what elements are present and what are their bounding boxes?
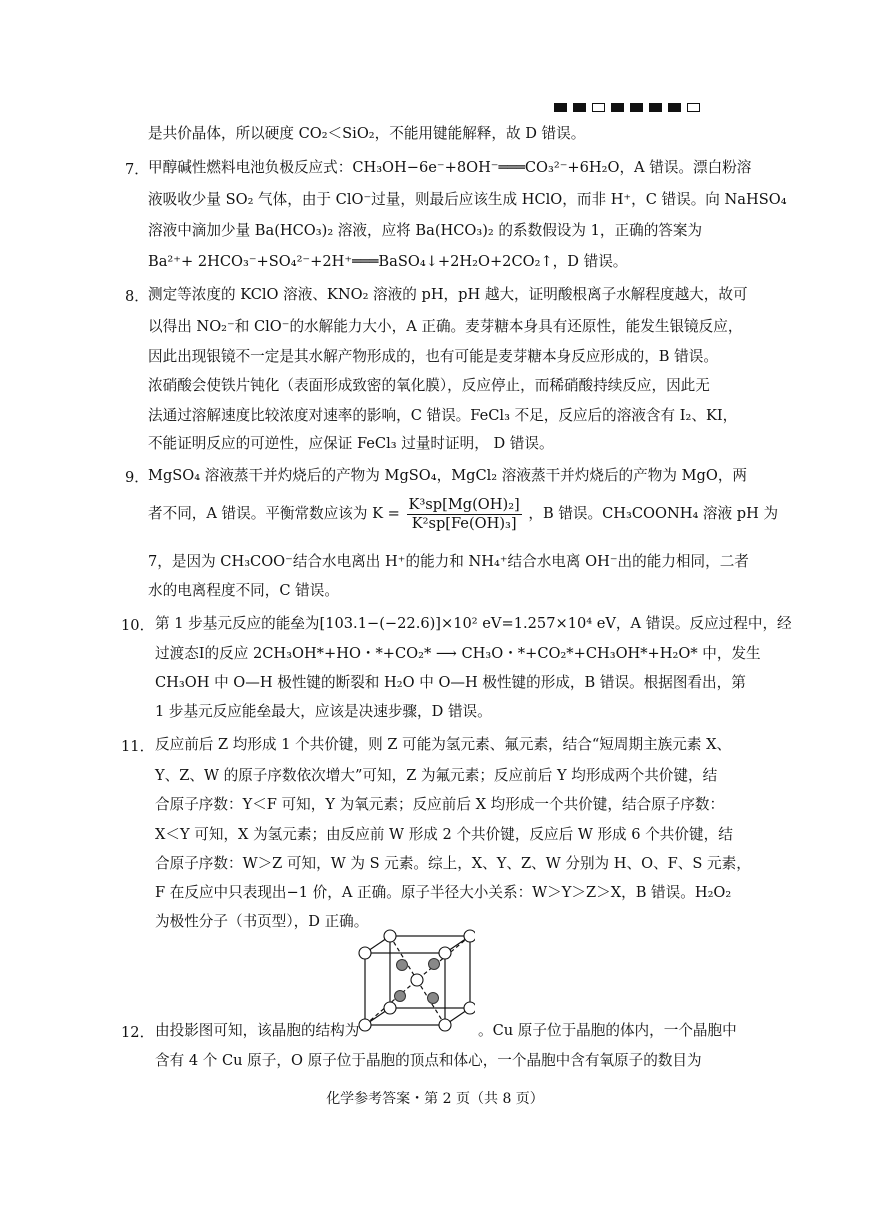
corner-atom	[439, 947, 451, 959]
header-mark	[668, 103, 681, 112]
header-mark	[687, 103, 700, 112]
text-line: 测定等浓度的 KClO 溶液、KNO₂ 溶液的 pH，pH 越大，证明酸根离子水解程度越大，故可	[148, 286, 748, 303]
text-line: 含有 4 个 Cu 原子，O 原子位于晶胞的顶点和体心，一个晶胞中含有氧原子的数目为	[155, 1052, 702, 1069]
header-mark	[630, 103, 643, 112]
cu-atom	[395, 991, 406, 1002]
question-number: 8．	[125, 288, 149, 305]
crystal-cell-diagram	[355, 928, 475, 1040]
text-line: X＜Y 可知，X 为氢元素；由反应前 W 形成 2 个共价键，反应后 W 形成 6 个共价键，结	[155, 826, 733, 843]
text-line: 甲醇碱性燃料电池负极反应式：CH₃OH−6e⁻+8OH⁻═══CO₃²⁻+6H₂O，A 错误。漂白粉溶	[148, 159, 752, 176]
text-line: 因此出现银镜不一定是其水解产物形成的，也有可能是麦芽糖本身反应形成的，B 错误。	[148, 348, 718, 365]
corner-atom	[384, 930, 396, 942]
text-line: Ba²⁺+ 2HCO₃⁻+SO₄²⁻+2H⁺═══BaSO₄↓+2H₂O+2CO₂↑，D 错误。	[148, 253, 628, 270]
text-line-with-formula	[148, 494, 778, 534]
text-line: F 在反应中只表现出−1 价，A 正确。原子半径大小关系：W＞Y＞Z＞X，B 错误。H₂O₂	[155, 884, 732, 901]
text-line: 由投影图可知，该晶胞的结构为	[155, 1022, 360, 1039]
text-line: 。Cu 原子位于晶胞的体内，一个晶胞中	[478, 1022, 737, 1039]
formula-suffix: ，B 错误。CH₃COONH₄ 溶液 pH 为	[528, 505, 779, 522]
fraction-numerator: K³sp[Mg(OH)₂]	[408, 495, 520, 513]
header-mark	[611, 103, 624, 112]
question-number: 7．	[125, 161, 149, 178]
corner-atom	[464, 930, 475, 942]
question-number: 11．	[121, 738, 155, 755]
text-line: 为极性分子（书页型），D 正确。	[155, 913, 369, 930]
text-line: 溶液中滴加少量 Ba(HCO₃)₂ 溶液，应将 Ba(HCO₃)₂ 的系数假设为 1，正确的答案为	[148, 222, 703, 239]
header-mark	[592, 103, 605, 112]
page-footer: 化学参考答案・第 2 页（共 8 页）	[326, 1091, 544, 1107]
text-line: Y、Z、W 的原子序数依次增大”可知，Z 为氟元素；反应前后 Y 均形成两个共价键，结	[155, 767, 718, 784]
cu-atom	[429, 959, 440, 970]
equilibrium-constant-fraction	[407, 496, 522, 533]
corner-atom	[359, 1019, 371, 1031]
corner-atom	[384, 1002, 396, 1014]
fraction-denominator: K²sp[Fe(OH)₃]	[411, 514, 517, 532]
text-line: 合原子序数：W＞Z 可知，W 为 S 元素。综上，X、Y、Z、W 分别为 H、O、F、S 元素，	[155, 855, 751, 872]
text-line: 1 步基元反应能垒最大，应该是决速步骤，D 错误。	[155, 703, 492, 720]
formula-prefix: 者不同，A 错误。平衡常数应该为 K =	[148, 505, 400, 522]
corner-atom	[359, 947, 371, 959]
text-line: CH₃OH 中 O—H 极性键的断裂和 H₂O 中 O—H 极性键的形成，B 错误。根据图看出，第	[155, 674, 746, 691]
text-line: 以得出 NO₂⁻和 ClO⁻的水解能力大小，A 正确。麦芽糖本身具有还原性，能发生银镜反应，	[148, 318, 743, 335]
text-line: 液吸收少量 SO₂ 气体，由于 ClO⁻过量，则最后应该生成 HClO，而非 H⁺，C 错误。向 NaHSO₄	[148, 191, 787, 208]
body-center-atom	[411, 974, 423, 986]
text-line: 是共价晶体，所以硬度 CO₂＜SiO₂，不能用键能解释，故 D 错误。	[148, 125, 586, 142]
cu-atom	[397, 960, 408, 971]
question-number: 10．	[121, 617, 155, 634]
text-line: 浓硝酸会使铁片钝化（表面形成致密的氧化膜），反应停止，而稀硝酸持续反应，因此无	[148, 377, 710, 394]
text-line: 法通过溶解速度比较浓度对速率的影响，C 错误。FeCl₃ 不足，反应后的溶液含有 I₂、KI，	[148, 407, 738, 424]
cu-atom	[428, 993, 439, 1004]
text-line: 过渡态Ⅰ的反应 2CH₃OH*+HO・*+CO₂* ⟶ CH₃O・*+CO₂*+CH₃OH*+H₂O* 中，发生	[155, 645, 761, 662]
text-line: 7，是因为 CH₃COO⁻结合水电离出 H⁺的能力和 NH₄⁺结合水电离 OH⁻出的能力相同，二者	[148, 553, 749, 570]
corner-atom	[464, 1002, 475, 1014]
header-mark	[554, 103, 567, 112]
text-line: 水的电离程度不同，C 错误。	[148, 582, 339, 599]
text-line: 反应前后 Z 均形成 1 个共价键，则 Z 可能为氢元素、氟元素，结合“短周期主族元素 X、	[155, 736, 732, 753]
header-mark	[573, 103, 586, 112]
text-line: MgSO₄ 溶液蒸干并灼烧后的产物为 MgSO₄，MgCl₂ 溶液蒸干并灼烧后的产物为 MgO，两	[148, 467, 748, 484]
corner-atom	[439, 1019, 451, 1031]
text-line: 不能证明反应的可逆性，应保证 FeCl₃ 过量时证明， D 错误。	[148, 435, 554, 452]
question-number: 12．	[121, 1024, 155, 1041]
header-marks	[554, 103, 700, 112]
text-line: 合原子序数：Y＜F 可知，Y 为氧元素；反应前后 X 均形成一个共价键，结合原子序数：	[155, 796, 725, 813]
question-number: 9．	[125, 469, 149, 486]
header-mark	[649, 103, 662, 112]
text-line: 第 1 步基元反应的能垒为[103.1−(−22.6)]×10² eV=1.257×10⁴ eV，A 错误。反应过程中，经	[155, 615, 792, 632]
